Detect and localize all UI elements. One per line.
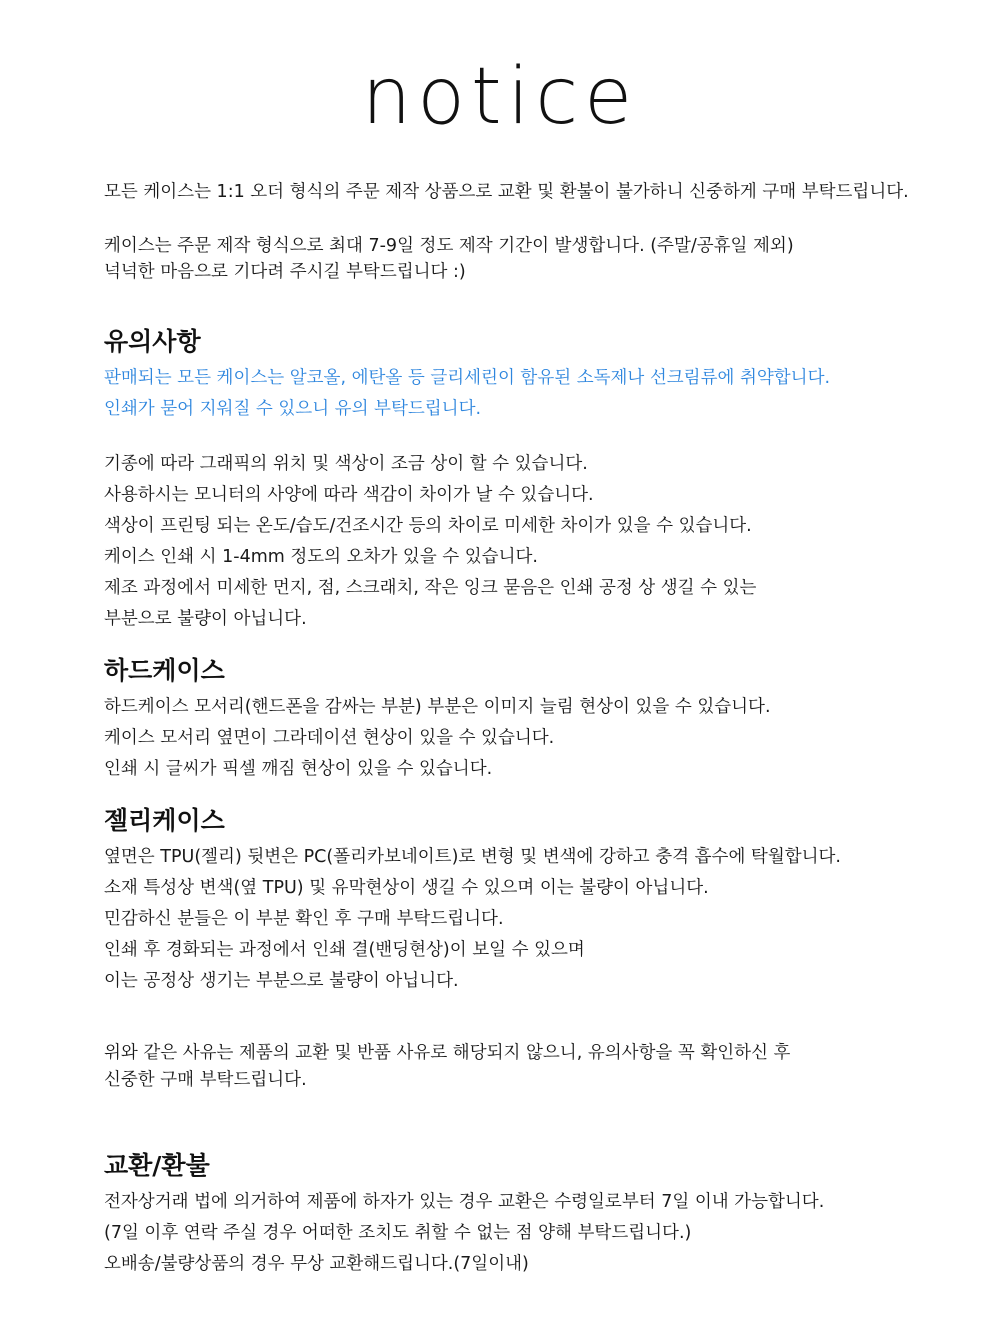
jellycase-item: 인쇄 후 경화되는 과정에서 인쇄 결(밴딩현상)이 보일 수 있으며 [104,940,585,960]
caution-item: 사용하시는 모니터의 사양에 따라 색감이 차이가 날 수 있습니다. [104,485,594,505]
caution-item: 케이스 인쇄 시 1-4mm 정도의 오차가 있을 수 있습니다. [104,547,538,567]
hardcase-item: 인쇄 시 글씨가 픽셀 깨짐 현상이 있을 수 있습니다. [104,759,493,779]
caution-highlight: 판매되는 모든 케이스는 알코올, 에탄올 등 글리세린이 함유된 소독제나 선크림류에 취약합니다. [104,368,831,388]
caution-highlight: 인쇄가 묻어 지워질 수 있으니 유의 부탁드립니다. [104,399,482,419]
exchange-item: 전자상거래 법에 의거하여 제품에 하자가 있는 경우 교환은 수령일로부터 7일 이내 가능합니다. [104,1192,825,1212]
hardcase-item: 케이스 모서리 옆면이 그라데이션 현상이 있을 수 있습니다. [104,728,555,748]
caution-item: 제조 과정에서 미세한 먼지, 점, 스크래치, 작은 잉크 묻음은 인쇄 공정 상 생길 수 있는 [104,578,757,598]
hardcase-heading: 하드케이스 [104,656,225,685]
exchange-item: (7일 이후 연락 주실 경우 어떠한 조치도 취할 수 없는 점 양해 부탁드립니다.) [104,1223,692,1243]
caution-item: 색상이 프린팅 되는 온도/습도/건조시간 등의 차이로 미세한 차이가 있을 수 있습니다. [104,516,752,536]
closing-line: 신중한 구매 부탁드립니다. [104,1070,307,1090]
hardcase-item: 하드케이스 모서리(핸드폰을 감싸는 부분) 부분은 이미지 늘림 현상이 있을 수 있습니다. [104,697,771,717]
exchange-item: 오배송/불량상품의 경우 무상 교환해드립니다.(7일이내) [104,1254,529,1274]
jellycase-heading: 젤리케이스 [104,806,225,835]
caution-item: 기종에 따라 그래픽의 위치 및 색상이 조금 상이 할 수 있습니다. [104,454,588,474]
caution-heading: 유의사항 [104,327,201,356]
jellycase-item: 민감하신 분들은 이 부분 확인 후 구매 부탁드립니다. [104,909,504,929]
jellycase-item: 소재 특성상 변색(옆 TPU) 및 유막현상이 생길 수 있으며 이는 불량이 아닙니다. [104,878,709,898]
page-title: notice [361,52,639,142]
intro-line: 넉넉한 마음으로 기다려 주시길 부탁드립니다 :) [104,262,466,282]
intro-line: 모든 케이스는 1:1 오더 형식의 주문 제작 상품으로 교환 및 환불이 불가하니 신중하게 구매 부탁드립니다. [104,182,909,202]
closing-line: 위와 같은 사유는 제품의 교환 및 반품 사유로 해당되지 않으니, 유의사항을 꼭 확인하신 후 [104,1043,791,1063]
jellycase-item: 옆면은 TPU(젤리) 뒷변은 PC(폴리카보네이트)로 변형 및 변색에 강하고 충격 흡수에 탁월합니다. [104,847,841,867]
intro-line: 케이스는 주문 제작 형식으로 최대 7-9일 정도 제작 기간이 발생합니다. (주말/공휴일 제외) [104,236,794,256]
jellycase-item: 이는 공정상 생기는 부분으로 불량이 아닙니다. [104,971,459,991]
exchange-heading: 교환/환불 [104,1151,210,1180]
caution-item: 부분으로 불량이 아닙니다. [104,609,307,629]
